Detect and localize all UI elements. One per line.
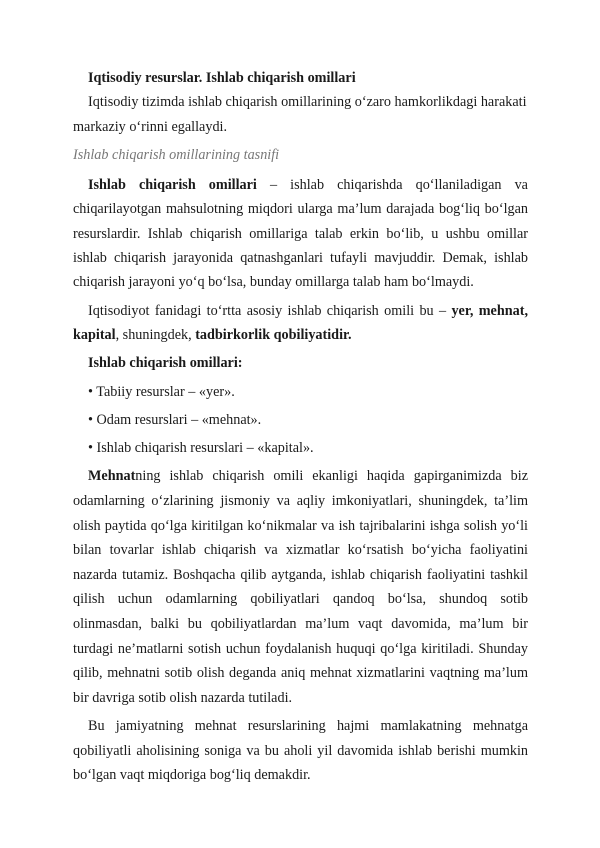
factors-bold-1: yer, mehnat, kapital	[73, 302, 528, 343]
labor-paragraph	[73, 464, 528, 710]
factors-paragraph	[73, 299, 528, 348]
list-title: Ishlab chiqarish omillari:	[88, 355, 243, 372]
list-item: • Odam resurslari – «mehnat».	[88, 411, 262, 428]
definition-paragraph	[73, 173, 528, 294]
labor-term: Mehnat	[88, 468, 136, 485]
bullet-icon: •	[88, 440, 97, 457]
bullet-icon: •	[88, 411, 97, 428]
intro-paragraph	[73, 90, 528, 139]
factors-mid: , shuningdek,	[115, 326, 196, 343]
labor-text: ning ishlab chiqarish omili ekanligi haqida gapirganimizda biz odamlarning o‘zlarining jismoniy va aqliy imkoniyatlari, shuningdek, ta’lim olish paytida qo‘lga kiritilgan ko‘nikmalar va ish tajribalarini ishga solish yo‘li bilan tovarlar ishlab chiqarish va xizmatlar ko‘rsatish bo‘yicha faoliyatini nazarda tutamiz. Boshqacha qilib aytganda, ishlab chiqarish faoliyatini tashkil qilish uchun odamlarning qobiliyatlari qandoq bo‘lsa, shundoq sotib olinmasdan, balki bu qobiliyatlardan ma’lum vaqt davomida, ma’lum bir turdagi ne’matlarni sotish uchun foydalanish huquqi qo‘lga kiritiladi. Shunday qilib, mehnatni sotib olish deganda aniq mehnat xizmatlarini vaqtning ma’lum bir davriga sotib olish nazarda tutiladi.	[73, 468, 528, 706]
factors-text: Iqtisodiyot fanidagi to‘rtta asosiy ishlab chiqarish omili bu –	[88, 302, 452, 319]
subsection-heading: Ishlab chiqarish omillarining tasnifi	[73, 146, 280, 163]
intro-line-1: Iqtisodiy tizimda ishlab chiqarish omillarining o‘zaro hamkorlikdagi harakati	[88, 94, 527, 111]
closing-paragraph: Bu jamiyatning mehnat resurslarining hajmi mamlakatning mehnatga qobiliyatli aholisining soniga va bu aholi yil davomida ishlab berishi mumkin bo‘lgan vaqt miqdoriga bog‘liq demakdir.	[73, 718, 528, 783]
list-item: • Tabiiy resurslar – «yer».	[88, 383, 235, 400]
definition-term: Ishlab chiqarish omillari	[88, 177, 257, 194]
bullet-icon: •	[88, 383, 97, 400]
factors-list	[88, 380, 528, 461]
section-heading: Iqtisodiy resurslar. Ishlab chiqarish omillari	[88, 70, 356, 86]
definition-text: – ishlab chiqarishda qo‘llaniladigan va chiqarilayotgan mahsulotning miqdori ularga ma’lum darajada bog‘liq bo‘lgan resurslardir. Ishlab chiqarish omillariga talab erkin bo‘lib, u ushbu omillar ishlab chiqarish jarayonida qatnashganlari tufayli mavjuddir. Demak, ishlab chiqarish jarayoni yo‘q bo‘lsa, bunday omillarga talab ham bo‘lmaydi.	[73, 177, 528, 291]
list-item: • Ishlab chiqarish resurslari – «kapital».	[88, 440, 314, 457]
factors-bold-2: tadbirkorlik qobiliyatidir.	[195, 326, 352, 343]
intro-line-2: markaziy o‘rinni egallaydi.	[73, 118, 228, 135]
